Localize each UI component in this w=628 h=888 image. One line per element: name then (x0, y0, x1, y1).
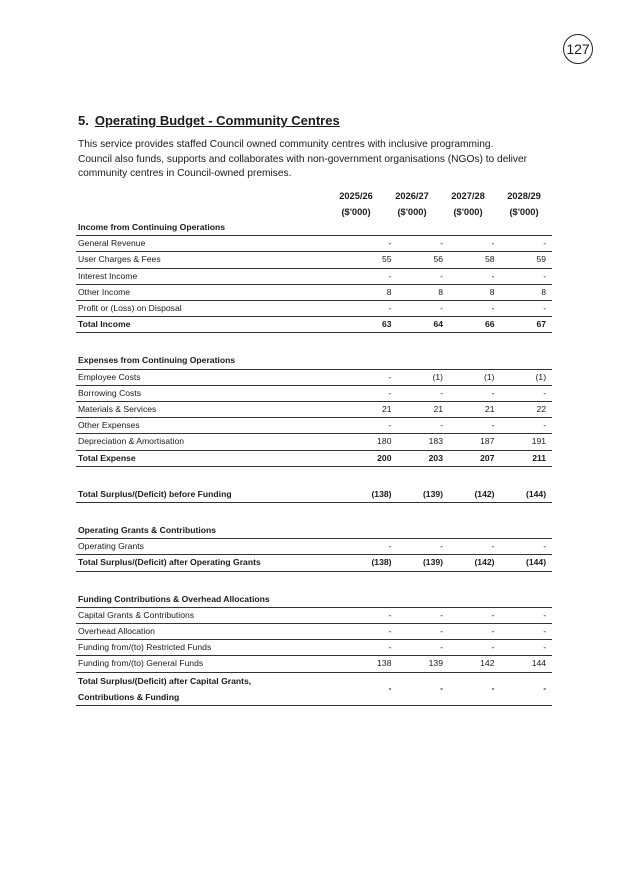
section-label: Operating Grants & Contributions (76, 523, 552, 539)
page-number: 127 (563, 34, 593, 64)
row-value: 59 (501, 252, 553, 268)
column-header (387, 188, 437, 220)
row-value: 22 (501, 402, 553, 418)
column-year: 2026/27 (395, 191, 429, 201)
column-unit: ($'000) (397, 207, 427, 217)
row-value: - (449, 418, 501, 434)
row-value: - (449, 607, 501, 623)
row-value: 144 (501, 656, 553, 672)
budget-table (76, 220, 552, 706)
row-value: - (449, 672, 501, 705)
row-value: - (449, 539, 501, 555)
row-value: 21 (346, 402, 398, 418)
row-value: - (501, 301, 553, 317)
row-value: 8 (501, 284, 553, 300)
row-value: - (346, 236, 398, 252)
spacer-cell (76, 503, 552, 524)
section-label: Funding Contributions & Overhead Allocations (76, 592, 552, 608)
row-value: - (501, 624, 553, 640)
row-label: Total Surplus/(Deficit) after Operating Grants (76, 555, 346, 571)
row-label: Funding from/(to) General Funds (76, 656, 346, 672)
row-value: 180 (346, 434, 398, 450)
row-value: - (449, 236, 501, 252)
row-value: 200 (346, 450, 398, 466)
row-label: Profit or (Loss) on Disposal (76, 301, 346, 317)
row-value: 67 (501, 317, 553, 333)
row-label-line: Contributions & Funding (78, 691, 180, 702)
column-year: 2028/29 (507, 191, 541, 201)
row-value: - (449, 385, 501, 401)
row-value: - (346, 539, 398, 555)
final-total-row (76, 672, 552, 705)
row-value: - (501, 640, 553, 656)
row-value: 58 (449, 252, 501, 268)
row-value: 56 (398, 252, 450, 268)
row-label: Funding from/(to) Restricted Funds (76, 640, 346, 656)
row-value: 8 (346, 284, 398, 300)
row-value: 8 (398, 284, 450, 300)
row-value: - (501, 672, 553, 705)
row-value: - (346, 385, 398, 401)
total-row (76, 450, 552, 466)
budget-table-body (76, 220, 552, 705)
row-value: (1) (501, 369, 553, 385)
spacer-row (76, 333, 552, 354)
spacer-row (76, 571, 552, 592)
section-row (76, 592, 552, 608)
intro-paragraph (78, 138, 568, 182)
total-row (76, 555, 552, 571)
row-value: 63 (346, 317, 398, 333)
row-value: (138) (346, 487, 398, 503)
row-value: 211 (501, 450, 553, 466)
row-value: (144) (501, 555, 553, 571)
spacer-row (76, 503, 552, 524)
row-label: User Charges & Fees (76, 252, 346, 268)
row-value: - (501, 236, 553, 252)
row-value: - (449, 301, 501, 317)
row-value: - (398, 268, 450, 284)
row-value: - (501, 268, 553, 284)
table-row (76, 434, 552, 450)
row-value: - (449, 268, 501, 284)
column-header (331, 188, 381, 220)
row-label-line: Total Surplus/(Deficit) after Capital Grants, (78, 675, 252, 686)
row-value: 21 (449, 402, 501, 418)
row-value: (142) (449, 487, 501, 503)
row-value: 191 (501, 434, 553, 450)
row-value: - (398, 640, 450, 656)
row-label: Borrowing Costs (76, 385, 346, 401)
row-value: 203 (398, 450, 450, 466)
total-row (76, 487, 552, 503)
row-value: 21 (398, 402, 450, 418)
table-row (76, 252, 552, 268)
row-label: Employee Costs (76, 369, 346, 385)
row-value: 139 (398, 656, 450, 672)
row-label: Capital Grants & Contributions (76, 607, 346, 623)
row-value: - (346, 268, 398, 284)
row-value: (139) (398, 555, 450, 571)
row-value: 187 (449, 434, 501, 450)
row-label: General Revenue (76, 236, 346, 252)
row-label (76, 672, 346, 705)
row-value: 142 (449, 656, 501, 672)
row-value: - (398, 624, 450, 640)
table-row (76, 236, 552, 252)
row-value: (142) (449, 555, 501, 571)
intro-line: Council also funds, supports and collaborates with non-government organisations (NGOs) to deliver (78, 153, 528, 165)
row-value: - (501, 418, 553, 434)
table-row (76, 418, 552, 434)
intro-line: community centres in Council-owned premises. (78, 168, 292, 179)
row-value: 64 (398, 317, 450, 333)
row-label: Other Income (76, 284, 346, 300)
table-row (76, 385, 552, 401)
row-value: 8 (449, 284, 501, 300)
table-row (76, 284, 552, 300)
row-value: - (449, 640, 501, 656)
row-value: - (346, 640, 398, 656)
total-row (76, 317, 552, 333)
row-value: 207 (449, 450, 501, 466)
row-value: - (346, 672, 398, 705)
row-value: (138) (346, 555, 398, 571)
row-value: (1) (449, 369, 501, 385)
row-value: - (398, 385, 450, 401)
spacer-cell (76, 466, 552, 487)
row-value: - (346, 624, 398, 640)
section-label: Income from Continuing Operations (76, 220, 552, 236)
row-value: (144) (501, 487, 553, 503)
row-value: - (346, 369, 398, 385)
section-label: Expenses from Continuing Operations (76, 353, 552, 369)
row-value: - (398, 539, 450, 555)
section-row (76, 220, 552, 236)
column-unit: ($'000) (341, 207, 371, 217)
spacer-cell (76, 333, 552, 354)
row-value: - (501, 607, 553, 623)
row-label: Total Expense (76, 450, 346, 466)
row-value: 138 (346, 656, 398, 672)
column-year: 2025/26 (339, 191, 373, 201)
table-row (76, 301, 552, 317)
row-value: - (398, 301, 450, 317)
row-label: Other Expenses (76, 418, 346, 434)
intro-line: This service provides staffed Council owned community centres with inclusive programming. (78, 139, 494, 150)
row-label: Operating Grants (76, 539, 346, 555)
table-row (76, 624, 552, 640)
row-value: - (346, 301, 398, 317)
table-row (76, 402, 552, 418)
row-value: - (346, 418, 398, 434)
spacer-row (76, 466, 552, 487)
section-number: 5. (78, 113, 89, 128)
row-value: - (398, 607, 450, 623)
row-value: 55 (346, 252, 398, 268)
column-year: 2027/28 (451, 191, 485, 201)
table-row (76, 539, 552, 555)
spacer-cell (76, 571, 552, 592)
row-label: Interest Income (76, 268, 346, 284)
column-header (499, 188, 549, 220)
table-row (76, 640, 552, 656)
row-value: - (501, 539, 553, 555)
row-value: - (398, 236, 450, 252)
section-title: Operating Budget - Community Centres (94, 113, 340, 128)
row-label: Depreciation & Amortisation (76, 434, 346, 450)
row-value: - (398, 418, 450, 434)
table-row (76, 607, 552, 623)
row-label: Overhead Allocation (76, 624, 346, 640)
section-row (76, 523, 552, 539)
table-row (76, 656, 552, 672)
row-value: 66 (449, 317, 501, 333)
column-header (443, 188, 493, 220)
table-row (76, 268, 552, 284)
row-label: Total Income (76, 317, 346, 333)
row-label: Materials & Services (76, 402, 346, 418)
row-value: - (501, 385, 553, 401)
row-value: - (398, 672, 450, 705)
row-value: - (346, 607, 398, 623)
column-unit: ($'000) (509, 207, 539, 217)
row-value: - (449, 624, 501, 640)
section-heading (78, 113, 340, 128)
section-row (76, 353, 552, 369)
row-label: Total Surplus/(Deficit) before Funding (76, 487, 346, 503)
column-unit: ($'000) (453, 207, 483, 217)
row-value: (139) (398, 487, 450, 503)
row-value: 183 (398, 434, 450, 450)
row-value: (1) (398, 369, 450, 385)
table-row (76, 369, 552, 385)
